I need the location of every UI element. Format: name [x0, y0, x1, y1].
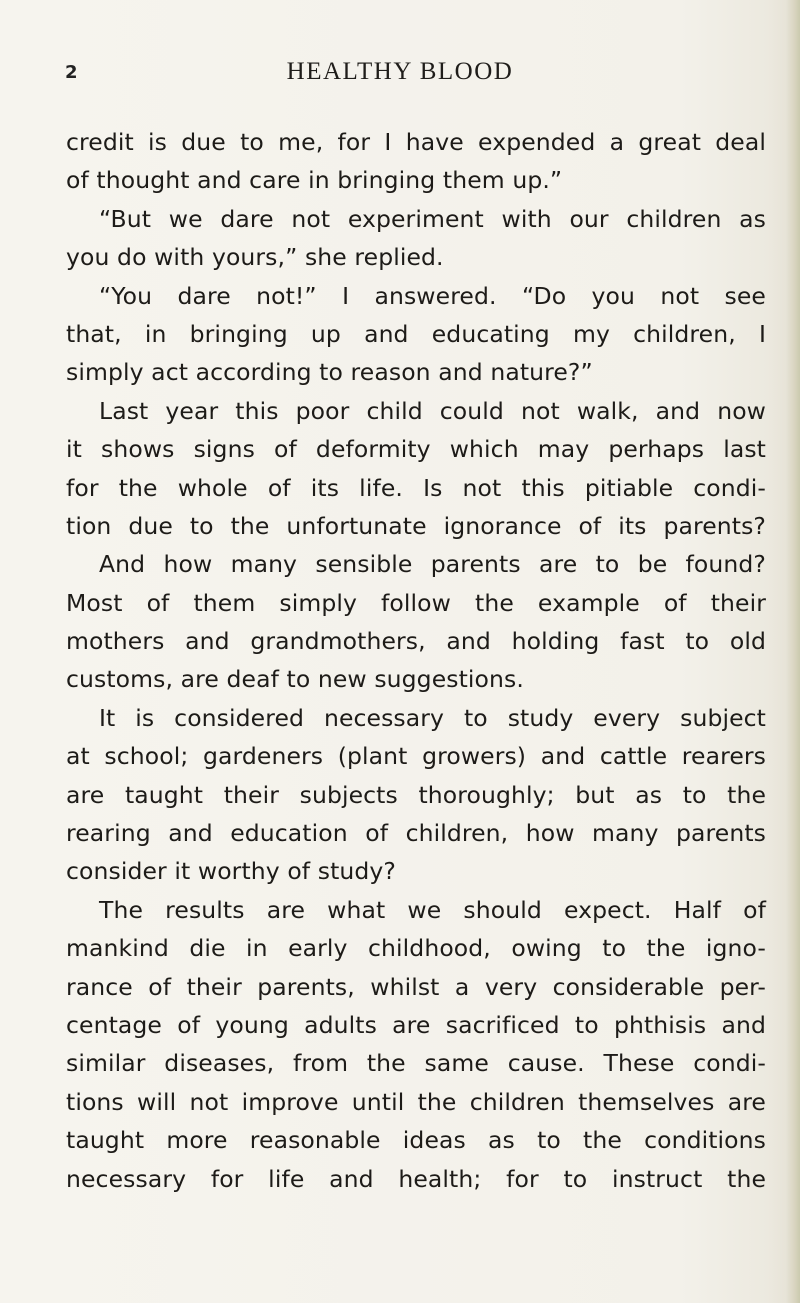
- body-text: [66, 123, 766, 1198]
- text-line: consider it worthy of study?: [66, 857, 396, 886]
- text-line: for the whole of its life. Is not this pitiable condi-: [66, 473, 766, 502]
- text-line: centage of young adults are sacrificed to phthisis and: [66, 1010, 766, 1039]
- text-line: are taught their subjects thoroughly; but as to the: [66, 780, 766, 809]
- running-head: HEALTHY BLOOD: [286, 58, 514, 85]
- text-line: “But we dare not experiment with our children as: [99, 204, 766, 233]
- text-line: The results are what we should expect. Half of: [99, 895, 766, 924]
- page-number: 2: [65, 62, 78, 83]
- text-line: “You dare not!” I answered. “Do you not see: [99, 281, 766, 310]
- text-line: mothers and grandmothers, and holding fast to old: [66, 627, 766, 656]
- text-line: Most of them simply follow the example of their: [66, 588, 766, 617]
- text-line: rance of their parents, whilst a very considerable per-: [66, 972, 766, 1001]
- text-line: tions will not improve until the children themselves are: [66, 1087, 766, 1116]
- text-line: it shows signs of deformity which may perhaps last: [66, 435, 766, 464]
- text-line: credit is due to me, for I have expended a great deal: [66, 128, 766, 156]
- text-line: at school; gardeners (plant growers) and cattle rearers: [66, 742, 766, 771]
- text-line: of thought and care in bringing them up.”: [66, 166, 563, 195]
- text-line: necessary for life and health; for to instruct the: [66, 1164, 766, 1193]
- text-line: customs, are deaf to new suggestions.: [66, 665, 524, 694]
- text-line: simply act according to reason and nature?”: [66, 358, 593, 387]
- text-line: tion due to the unfortunate ignorance of its parents?: [66, 511, 766, 540]
- text-line: that, in bringing up and educating my children, I: [66, 319, 766, 348]
- text-line: mankind die in early childhood, owing to the igno-: [66, 934, 766, 963]
- text-line: similar diseases, from the same cause. These condi-: [66, 1049, 766, 1078]
- text-line: you do with yours,” she replied.: [66, 243, 444, 272]
- text-line: taught more reasonable ideas as to the conditions: [66, 1126, 766, 1155]
- page-edge: [786, 0, 800, 1303]
- text-line: rearing and education of children, how many parents: [66, 819, 766, 848]
- text-line: And how many sensible parents are to be found?: [99, 550, 766, 579]
- text-line: It is considered necessary to study every subject: [99, 703, 766, 732]
- text-line: Last year this poor child could not walk, and now: [99, 396, 766, 425]
